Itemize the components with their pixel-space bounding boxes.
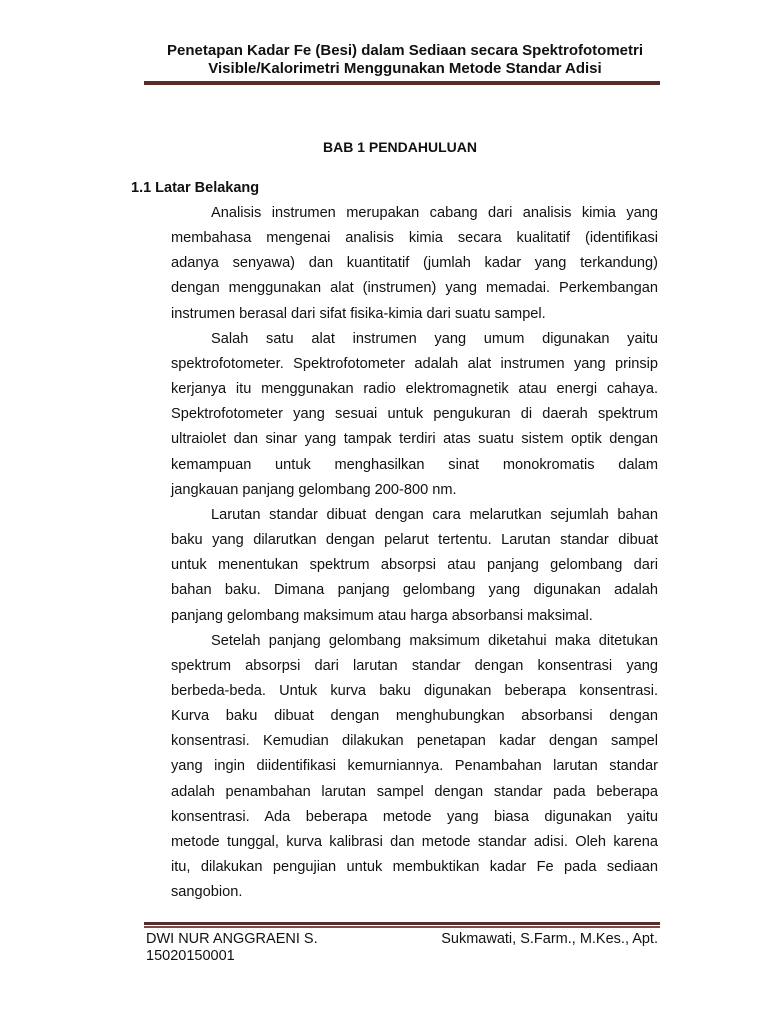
text-line: spektrofotometer. Spektrofotometer adalah alat instrumen yang prinsip: [171, 355, 658, 372]
text-line: dengan menggunakan alat (instrumen) yang memadai. Perkembangan: [171, 280, 658, 297]
header-title-line1: Penetapan Kadar Fe (Besi) dalam Sediaan secara Spektrofotometri: [167, 42, 643, 59]
text-line: Larutan standar dibuat dengan cara melarutkan sejumlah bahan: [211, 506, 658, 523]
text-line: kemampuan untuk menghasilkan sinat monokromatis dalam: [171, 456, 658, 473]
body-text: [171, 201, 658, 905]
text-line: membahasa mengenai analisis kimia secara kualitatif (identifikasi: [171, 230, 658, 247]
footer-divider: [144, 922, 660, 926]
text-line: adalah penambahan larutan sampel dengan standar pada beberapa: [171, 783, 658, 800]
text-line: panjang gelombang maksimum atau harga absorbansi maksimal.: [171, 607, 593, 624]
text-line: Spektrofotometer yang sesuai untuk pengukuran di daerah spektrum: [171, 406, 658, 423]
text-line: konsentrasi. Ada beberapa metode yang biasa digunakan yaitu: [171, 808, 658, 825]
text-line: untuk menentukan spektrum absorpsi atau panjang gelombang dari: [171, 557, 658, 574]
text-line: itu, dilakukan pengujian untuk membuktikan kadar Fe pada sediaan: [171, 859, 658, 876]
chapter-title: BAB 1 PENDAHULUAN: [322, 139, 477, 155]
text-line: konsentrasi. Kemudian dilakukan penetapan kadar dengan sampel: [171, 733, 658, 750]
author-id: 15020150001: [146, 948, 235, 964]
text-line: metode tunggal, kurva kalibrasi dan metode standar adisi. Oleh karena: [171, 833, 658, 850]
text-line: kerjanya itu menggunakan radio elektromagnetik atau energi cahaya.: [171, 381, 658, 398]
text-line: instrumen berasal dari sifat fisika-kimia dari suatu sampel.: [171, 305, 546, 322]
text-line: Salah satu alat instrumen yang umum digunakan yaitu: [211, 330, 658, 347]
text-line: spektrum absorpsi dari larutan standar dengan konsentrasi yang: [171, 657, 658, 674]
section-heading: 1.1 Latar Belakang: [131, 180, 260, 196]
header-title-line2: Visible/Kalorimetri Menggunakan Metode Standar Adisi: [208, 60, 602, 77]
text-line: yang ingin diidentifikasi kemurniannya. Penambahan larutan standar: [171, 758, 658, 775]
paragraph: [171, 201, 658, 327]
paragraph: [171, 503, 658, 629]
text-line: jangkauan panjang gelombang 200-800 nm.: [171, 481, 457, 498]
paragraph: [171, 327, 658, 503]
text-line: sangobion.: [171, 884, 243, 901]
text-line: adanya senyawa) dan kuantitatif (jumlah kadar yang terkandung): [171, 255, 658, 272]
running-header: [140, 42, 670, 78]
footer-supervisor: Sukmawati, S.Farm., M.Kes., Apt.: [441, 931, 658, 947]
text-line: Setelah panjang gelombang maksimum diketahui maka ditetukan: [211, 632, 658, 649]
footer-author: [146, 931, 318, 965]
paragraph: [171, 629, 658, 906]
text-line: baku yang dilarutkan dengan pelarut tertentu. Larutan standar dibuat: [171, 532, 658, 549]
text-line: berbeda-beda. Untuk kurva baku digunakan beberapa konsentrasi.: [171, 682, 658, 699]
text-line: ultraiolet dan sinar yang tampak terdiri atas suatu sistem optik dengan: [171, 431, 658, 448]
author-name: DWI NUR ANGGRAENI S.: [146, 931, 318, 947]
text-line: bahan baku. Dimana panjang gelombang yang digunakan adalah: [171, 582, 658, 599]
text-line: Analisis instrumen merupakan cabang dari analisis kimia yang: [211, 205, 658, 221]
text-line: Kurva baku dibuat dengan menghubungkan absorbansi dengan: [171, 708, 658, 725]
header-divider: [144, 81, 660, 85]
